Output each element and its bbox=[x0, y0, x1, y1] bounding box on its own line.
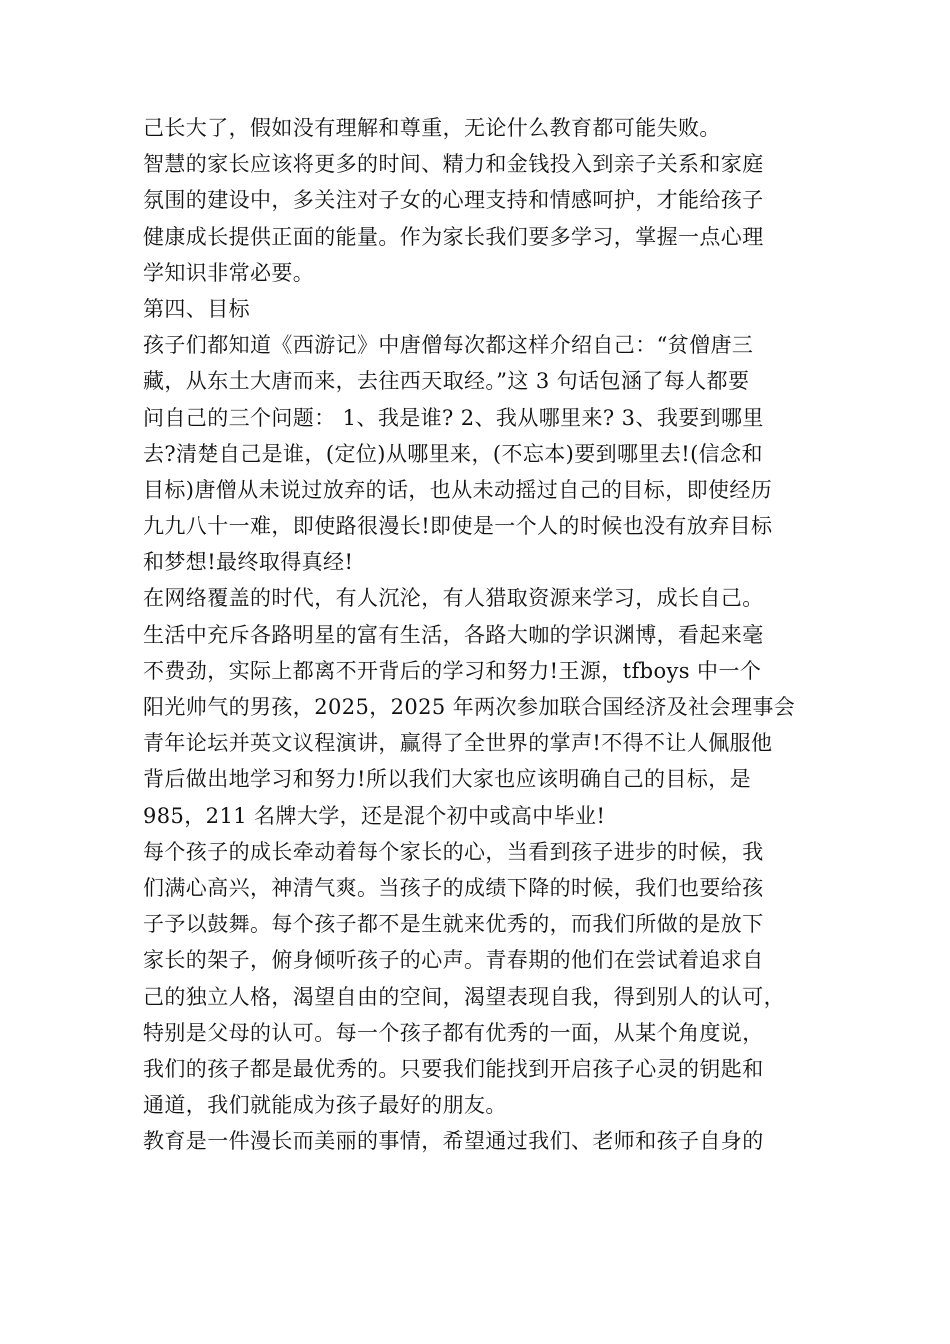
text-line: 去?清楚自己是谁，(定位)从哪里来，(不忘本)要到哪里去!(信念和 bbox=[143, 441, 763, 466]
text-line: 们满心高兴，神清气爽。当孩子的成绩下降的时候，我们也要给孩 bbox=[143, 875, 764, 900]
text-line: 背后做出地学习和努力!所以我们大家也应该明确自己的目标，是 bbox=[143, 767, 752, 792]
text-line: 九九八十一难，即使路很漫长!即使是一个人的时候也没有放弃目标 bbox=[143, 514, 773, 539]
text-line: 教育是一件漫长而美丽的事情，希望通过我们、老师和孩子自身的 bbox=[143, 1129, 764, 1154]
section-heading: 第四、目标 bbox=[143, 296, 250, 321]
text-line: 我们的孩子都是最优秀的。只要我们能找到开启孩子心灵的钥匙和 bbox=[143, 1056, 764, 1081]
text-line: 阳光帅气的男孩，2025，2025 年两次参加联合国经济及社会理事会 bbox=[143, 695, 796, 719]
text-line: 每个孩子的成长牵动着每个家长的心，当看到孩子进步的时候，我 bbox=[143, 839, 764, 864]
text-line: 藏，从东土大唐而来，去往西天取经。”这 3 句话包涵了每人都要 bbox=[143, 369, 750, 394]
text-line: 特别是父母的认可。每一个孩子都有优秀的一面，从某个角度说， bbox=[143, 1020, 764, 1045]
text-line: 青年论坛并英文议程演讲，赢得了全世界的掌声!不得不让人佩服他 bbox=[143, 731, 773, 756]
text-line: 子予以鼓舞。每个孩子都不是生就来优秀的，而我们所做的是放下 bbox=[143, 912, 764, 937]
text-line: 己长大了，假如没有理解和尊重，无论什么教育都可能失败。 bbox=[143, 116, 721, 140]
text-line: 985，211 名牌大学，还是混个初中或高中毕业! bbox=[143, 803, 606, 828]
text-line: 氛围的建设中，多关注对子女的心理支持和情感呵护，才能给孩子 bbox=[143, 188, 764, 213]
text-line: 不费劲，实际上都离不开背后的学习和努力!王源，tfboys 中一个 bbox=[143, 658, 762, 683]
text-line: 在网络覆盖的时代，有人沉沦，有人猎取资源来学习，成长自己。 bbox=[143, 586, 764, 611]
text-line: 通道，我们就能成为孩子最好的朋友。 bbox=[143, 1093, 507, 1118]
text-line: 家长的架子，俯身倾听孩子的心声。青春期的他们在尝试着追求自 bbox=[143, 948, 764, 973]
text-line: 生活中充斥各路明星的富有生活，各路大咖的学识渊博，看起来毫 bbox=[143, 622, 764, 647]
text-line: 问自己的三个问题： 1、我是谁? 2、我从哪里来? 3、我要到哪里 bbox=[143, 405, 764, 430]
text-line: 健康成长提供正面的能量。作为家长我们要多学习，掌握一点心理 bbox=[143, 224, 764, 249]
text-line: 智慧的家长应该将更多的时间、精力和金钱投入到亲子关系和家庭 bbox=[143, 152, 764, 177]
text-line: 和梦想!最终取得真经! bbox=[143, 550, 354, 575]
text-line: 孩子们都知道《西游记》中唐僧每次都这样介绍自己：“贫僧唐三 bbox=[143, 333, 754, 358]
text-line: 己的独立人格，渴望自由的空间，渴望表现自我，得到别人的认可， bbox=[143, 984, 785, 1009]
text-line: 目标)唐僧从未说过放弃的话，也从未动摇过自己的目标，即使经历 bbox=[143, 477, 773, 502]
text-line: 学知识非常必要。 bbox=[143, 260, 315, 285]
document-body bbox=[143, 110, 843, 1159]
